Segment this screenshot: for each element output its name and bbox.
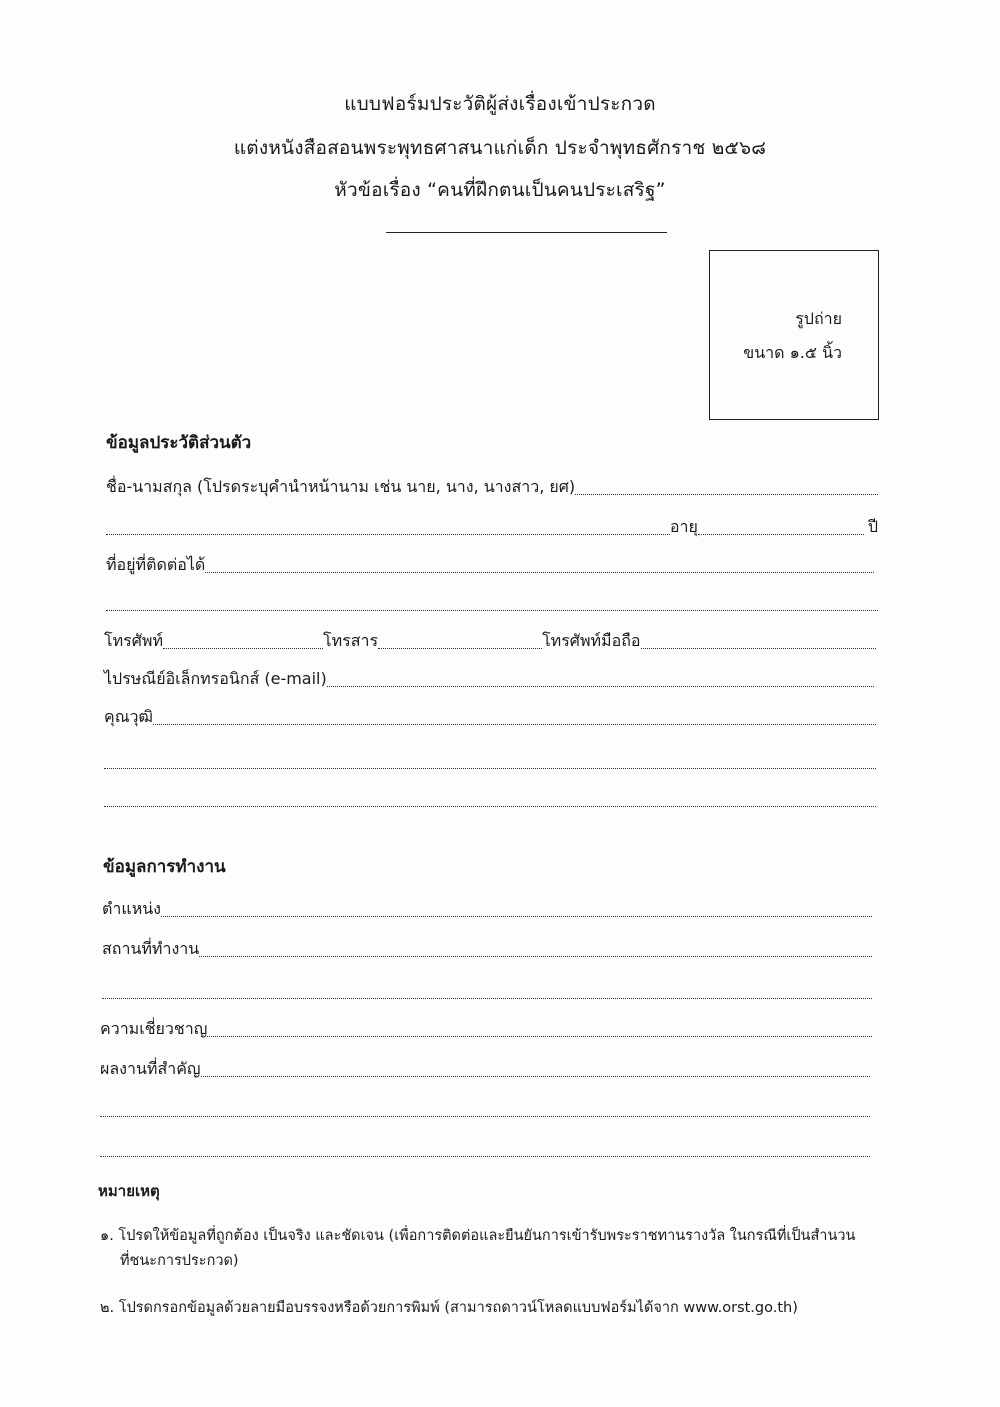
- name-label: ชื่อ-นามสกุล (โปรดระบุคำนำหน้านาม เช่น นาย, นาง, นางสาว, ยศ): [106, 477, 576, 496]
- phone-row: [104, 628, 876, 652]
- name-field-continued[interactable]: [106, 534, 670, 535]
- works-field-continued[interactable]: [100, 1156, 870, 1157]
- age-label: อายุ: [669, 517, 698, 536]
- photo-size-label: ขนาด ๑.๕ นิ้ว: [743, 343, 842, 362]
- qualification-line-2: [104, 748, 876, 772]
- note-1: ๑. โปรดให้ข้อมูลที่ถูกต้อง เป็นจริง และชัดเจน (เพื่อการติดต่อและยืนยันการเข้ารับพระราชทานรางวัล ในกรณีที่เป็นสำนวน: [100, 1228, 856, 1244]
- qualification-field[interactable]: [153, 724, 876, 725]
- note-2: ๒. โปรดกรอกข้อมูลด้วยลายมือบรรจงหรือด้วยการพิมพ์ (สามารถดาวน์โหลดแบบฟอร์มได้จาก www.orst.go.th): [100, 1300, 798, 1316]
- name-field-row: [106, 474, 878, 498]
- expertise-field[interactable]: [207, 1036, 872, 1037]
- works-label: ผลงานที่สำคัญ: [100, 1059, 201, 1078]
- workplace-field-continued[interactable]: [102, 998, 872, 999]
- title-underline: [386, 232, 667, 233]
- position-field[interactable]: [161, 916, 872, 917]
- work-info-heading: ข้อมูลการทำงาน: [103, 857, 226, 877]
- name-age-row: [106, 514, 878, 538]
- workplace-row: [102, 936, 872, 960]
- photo-label: รูปถ่าย: [795, 309, 842, 328]
- note-1-continued: ที่ชนะการประกวด): [120, 1253, 239, 1269]
- phone-label: โทรศัพท์: [104, 631, 163, 650]
- works-field-continued[interactable]: [100, 1116, 870, 1117]
- position-row: [102, 896, 872, 920]
- qualification-label: คุณวุฒิ: [104, 707, 153, 726]
- photo-box[interactable]: [709, 250, 879, 420]
- workplace-field[interactable]: [199, 956, 872, 957]
- email-row: [104, 666, 874, 690]
- address-label: ที่อยู่ที่ติดต่อได้: [106, 555, 206, 574]
- works-line-2: [100, 1096, 870, 1120]
- address-continued-row: [106, 590, 878, 614]
- workplace-continued-row: [102, 978, 872, 1002]
- works-line-3: [100, 1136, 870, 1160]
- address-field[interactable]: [205, 572, 874, 573]
- address-field-continued[interactable]: [106, 610, 878, 611]
- name-field[interactable]: [575, 494, 878, 495]
- qualification-row: [104, 704, 876, 728]
- age-field[interactable]: [698, 534, 864, 535]
- expertise-label: ความเชี่ยวชาญ: [100, 1019, 208, 1038]
- personal-info-heading: ข้อมูลประวัติส่วนตัว: [106, 433, 252, 453]
- fax-field[interactable]: [378, 648, 542, 649]
- works-row: [100, 1056, 870, 1080]
- age-unit-label: ปี: [867, 517, 878, 536]
- workplace-label: สถานที่ทำงาน: [102, 939, 200, 958]
- form-subtitle: แต่งหนังสือสอนพระพุทธศาสนาแก่เด็ก ประจำพุทธศักราช ๒๕๖๘: [233, 137, 767, 159]
- email-label: ไปรษณีย์อิเล็กทรอนิกส์ (e-mail): [104, 669, 327, 688]
- expertise-row: [100, 1016, 872, 1040]
- form-topic: หัวข้อเรื่อง “คนที่ฝึกตนเป็นคนประเสริฐ”: [334, 179, 666, 201]
- fax-label: โทรสาร: [322, 631, 379, 650]
- notes-heading: หมายเหตุ: [98, 1182, 160, 1200]
- qualification-line-3: [104, 786, 876, 810]
- address-field-row: [106, 552, 874, 576]
- email-field[interactable]: [327, 686, 874, 687]
- mobile-field[interactable]: [641, 648, 877, 649]
- qualification-field-continued[interactable]: [104, 806, 876, 807]
- qualification-field-continued[interactable]: [104, 768, 876, 769]
- position-label: ตำแหน่ง: [102, 899, 161, 918]
- form-title: แบบฟอร์มประวัติผู้ส่งเรื่องเข้าประกวด: [344, 93, 656, 115]
- works-field[interactable]: [201, 1076, 870, 1077]
- mobile-label: โทรศัพท์มือถือ: [542, 631, 641, 650]
- phone-field[interactable]: [163, 648, 323, 649]
